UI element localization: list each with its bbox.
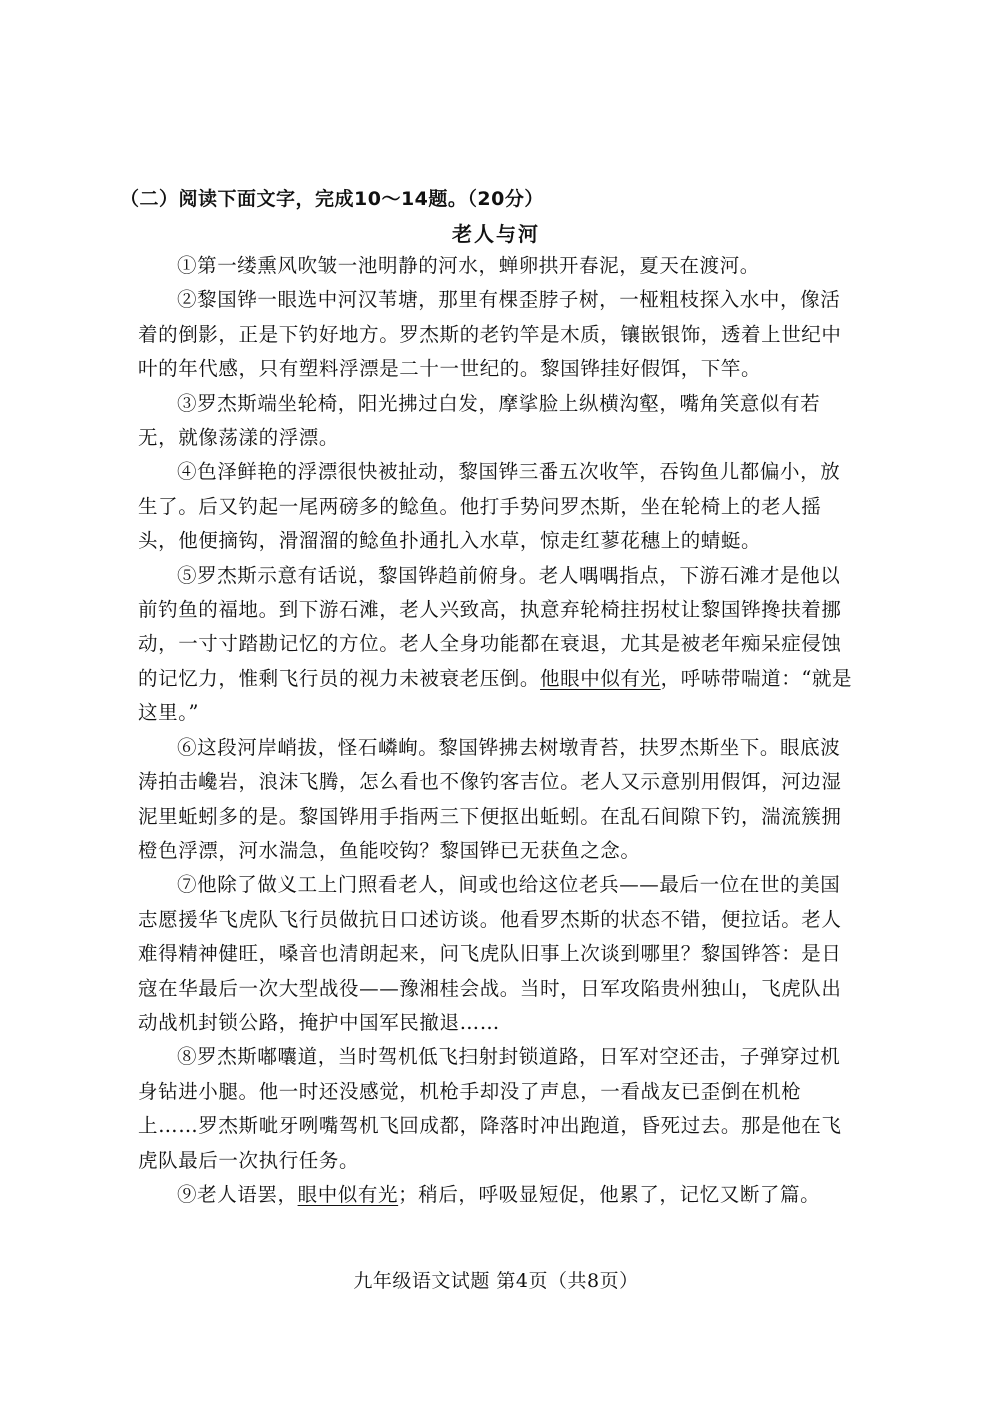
paragraph-text: ②黎国铧一眼选中河汉苇塘，那里有棵歪脖子树，一桠粗枝探入水中，像活着的倒影，正是下钓好地方。罗杰斯的老钓竿是木质，镶嵌银饰，透着上世纪中叶的年代感，只有塑料浮漂是二十一世纪的。黎国铧挂好假饵，下竿。 <box>138 288 842 381</box>
article-body <box>138 249 858 1212</box>
article-paragraph <box>138 455 858 558</box>
article-paragraph <box>138 283 858 386</box>
paragraph-text: ⑦他除了做义工上门照看老人，间或也给这位老兵——最后一位在世的美国志愿援华飞虎队飞行员做抗日口述访谈。他看罗杰斯的状态不错，便拉话。老人难得精神健旺，嗓音也清朗起来，问飞虎队旧事上次谈到哪里？黎国铧答：是日寇在华最后一次大型战役——豫湘桂会战。当时，日军攻陷贵州独山，飞虎队出动战机封锁公路，掩护中国军民撤退…… <box>138 873 842 1034</box>
article-paragraph <box>138 868 858 1040</box>
paragraph-text: ，呼哧带喘道：“就是这里。” <box>138 666 853 725</box>
paragraph-text: ；稍后，呼吸显短促，他累了，记忆又断了篇。 <box>398 1182 821 1206</box>
article-paragraph <box>138 1178 858 1212</box>
underlined-phrase: 眼中似有光 <box>297 1182 399 1206</box>
paragraph-text: ⑨老人语罢， <box>177 1182 298 1206</box>
paragraph-text: ③罗杰斯端坐轮椅，阳光拂过白发，摩挲脸上纵横沟壑，嘴角笑意似有若无，就像荡漾的浮漂。 <box>138 391 821 450</box>
page-footer: 九年级语文试题 第4页（共8页） <box>353 1270 639 1292</box>
paragraph-text: ⑧罗杰斯嘟囔道，当时驾机低飞扫射封锁道路，日军对空还击，子弹穿过机身钻进小腿。他一时还没感觉，机枪手却没了声息，一看战友已歪倒在机枪上……罗杰斯呲牙咧嘴驾机飞回成都，降落时冲出跑道，昏死过去。那是他在飞虎队最后一次执行任务。 <box>138 1045 842 1172</box>
paragraph-text: ①第一缕熏风吹皱一池明静的河水，蝉卵拱开春泥，夏天在渡河。 <box>177 254 760 277</box>
article-paragraph <box>138 1040 858 1178</box>
article-paragraph <box>138 731 858 869</box>
section-heading: （二）阅读下面文字，完成10～14题。（20分） <box>120 188 544 210</box>
paragraph-text: ⑥这段河岸峭拔，怪石嶙峋。黎国铧拂去树墩青苔，扶罗杰斯坐下。眼底波涛拍击巉岩，浪沫飞腾，怎么看也不像钓客吉位。老人又示意别用假饵，河边湿泥里蚯蚓多的是。黎国铧用手指两三下便抠出蚯蚓。在乱石间隙下钓，湍流簇拥橙色浮漂，河水湍急，鱼能咬钩？黎国铧已无获鱼之念。 <box>138 735 842 862</box>
article-title: 老人与河 <box>452 222 540 246</box>
article-paragraph <box>138 559 858 731</box>
article-paragraph <box>138 249 858 283</box>
paragraph-text: ⑤罗杰斯示意有话说，黎国铧趋前俯身。老人喁喁指点，下游石滩才是他以前钓鱼的福地。到下游石滩，老人兴致高，执意弃轮椅拄拐杖让黎国铧搀扶着挪动，一寸寸踏勘记忆的方位。老人全身功能都在衰退，尤其是被老年痴呆症侵蚀的记忆力，惟剩飞行员的视力未被衰老压倒。 <box>138 563 842 690</box>
article-paragraph <box>138 387 858 456</box>
paragraph-text: ④色泽鲜艳的浮漂很快被扯动，黎国铧三番五次收竿，吞钩鱼儿都偏小，放生了。后又钓起一尾两磅多的鲶鱼。他打手势问罗杰斯，坐在轮椅上的老人摇头，他便摘钩，滑溜溜的鲶鱼扑通扎入水草，惊走红蓼花穗上的蜻蜓。 <box>138 460 841 553</box>
underlined-phrase: 他眼中似有光 <box>540 666 661 690</box>
